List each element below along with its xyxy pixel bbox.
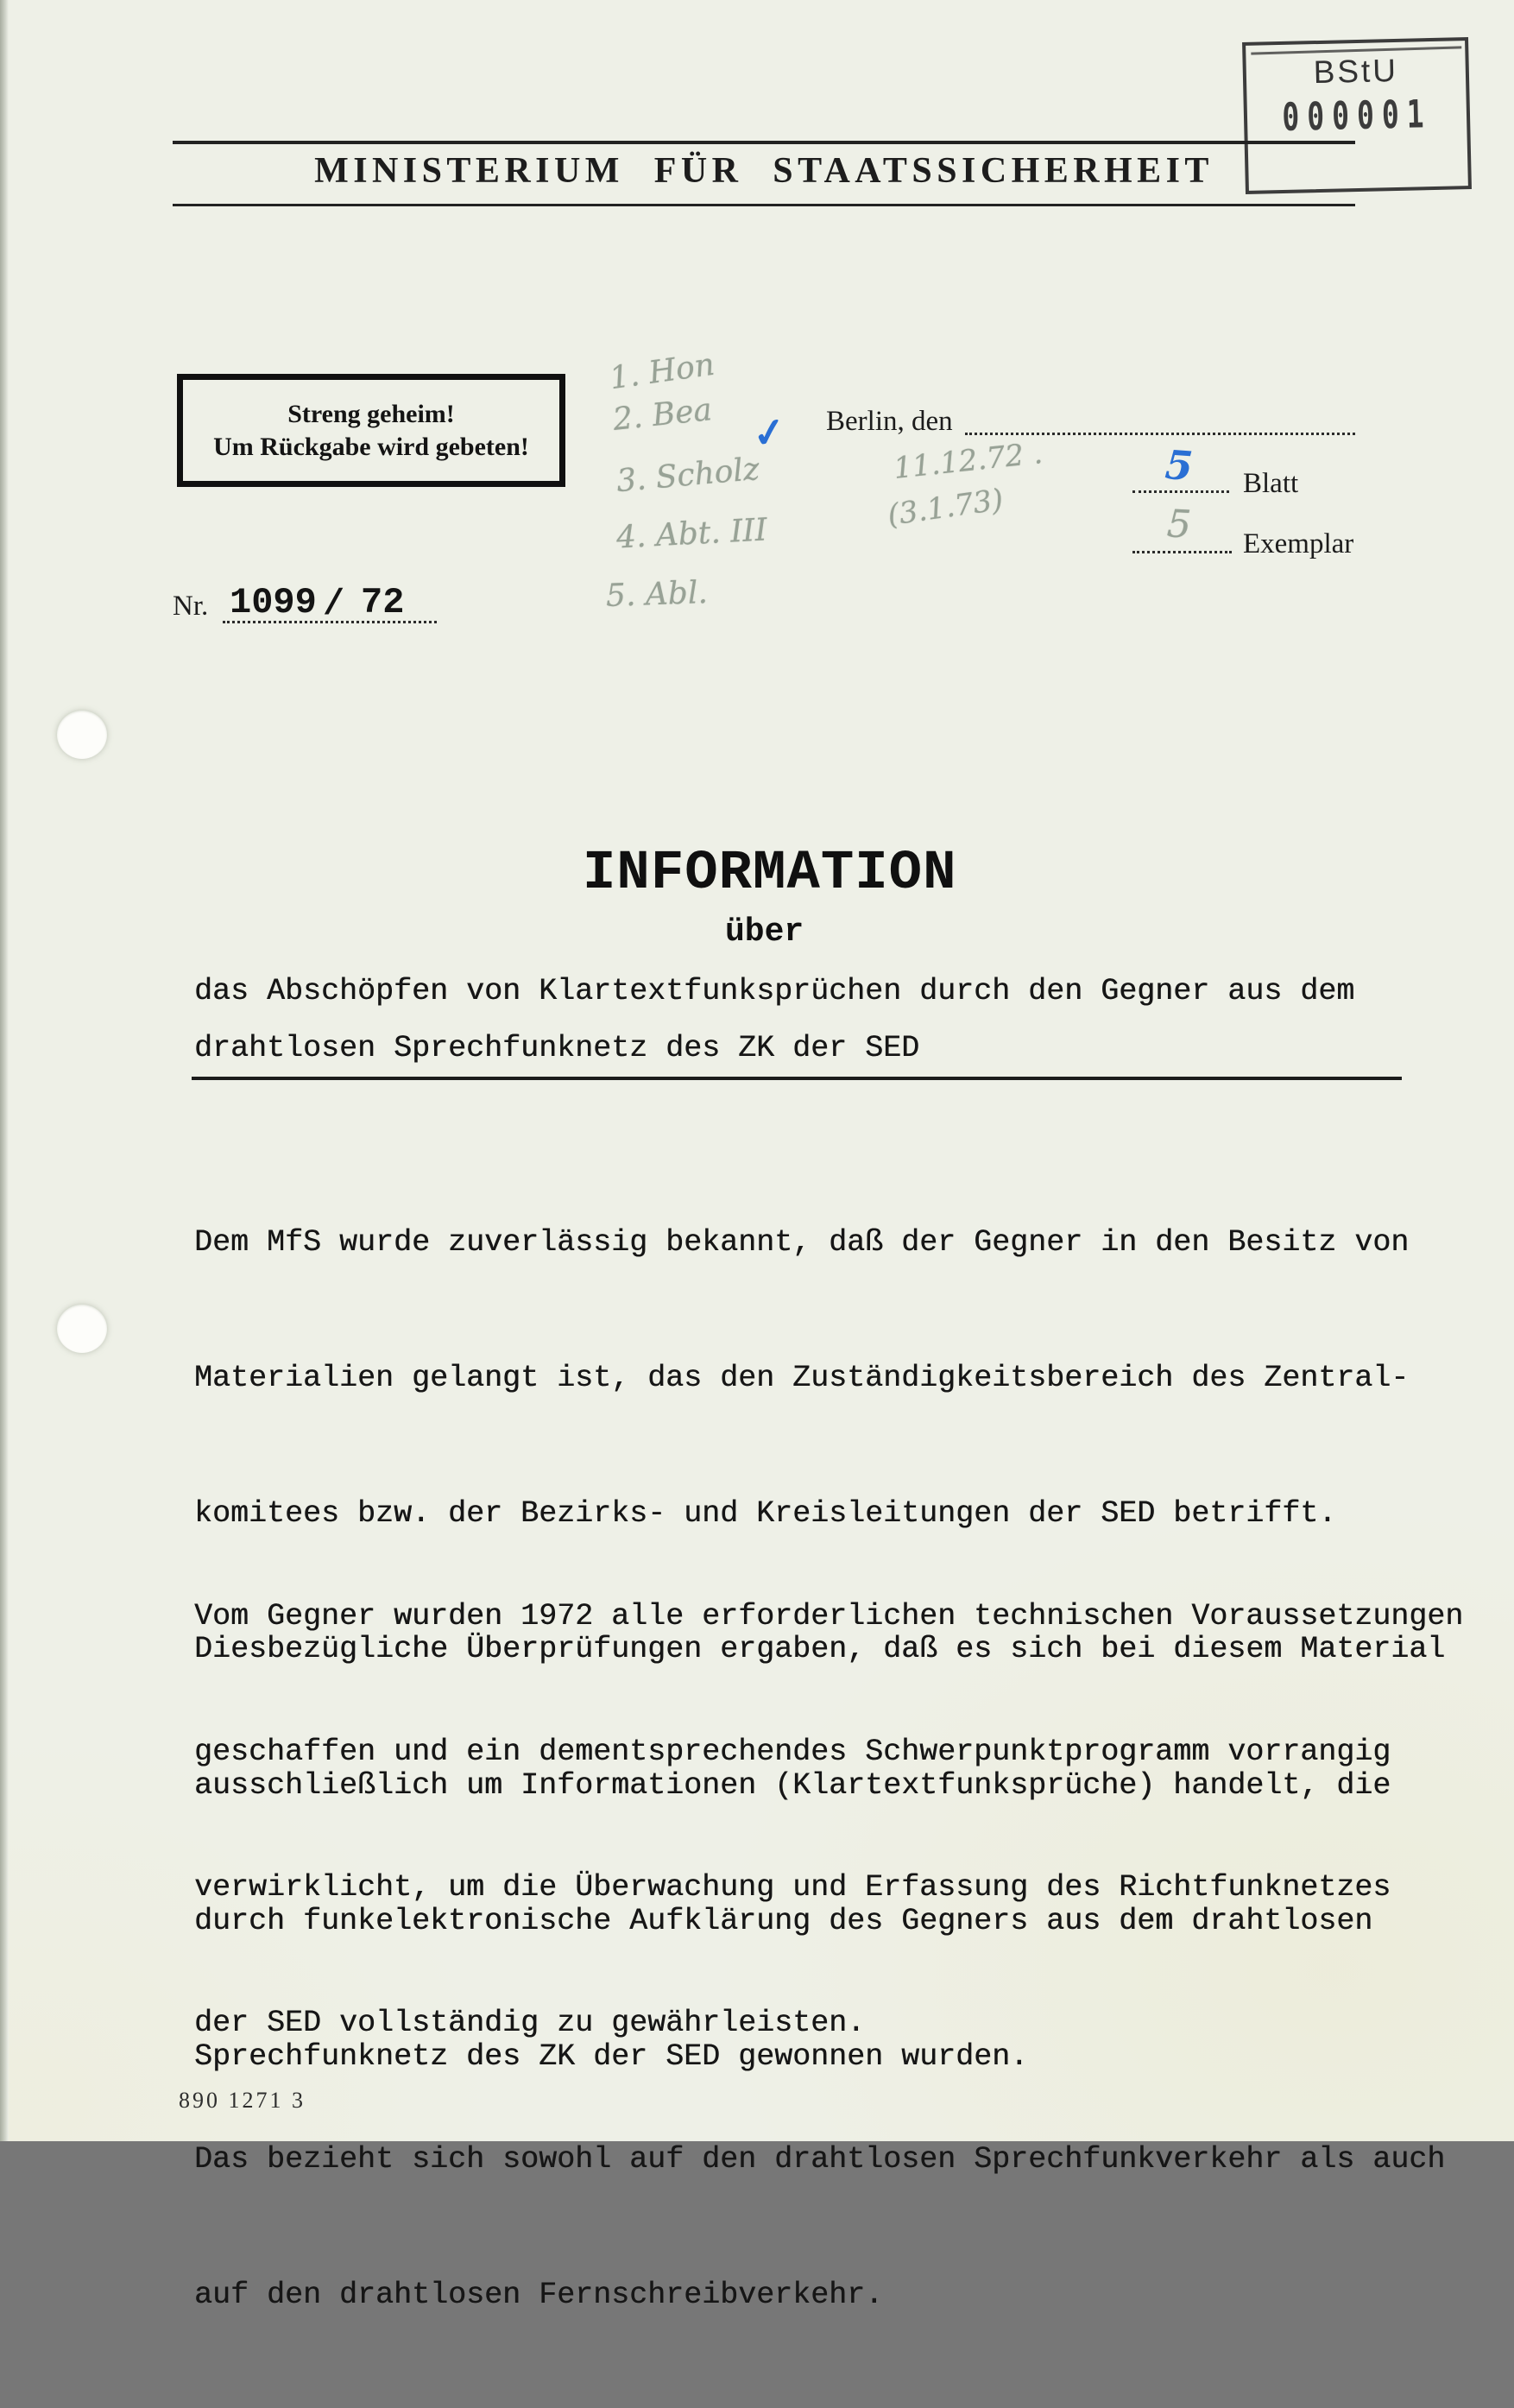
body-line: auf den drahtlosen Fernschreibverkehr. (194, 2277, 884, 2312)
print-code: 890 1271 3 (179, 2088, 306, 2113)
nr-value: 1099 (230, 582, 317, 623)
ministry-title: MINISTERIUM FÜR STAATSSICHERHEIT (314, 151, 1214, 191)
handwritten-date-2: (3.1.73) (885, 482, 1006, 534)
body-line: ausschließlich um Informationen (Klartextfunksprüche) handelt, die (194, 1767, 1391, 1803)
classification-box (177, 374, 565, 487)
blatt-dotted-line (1132, 490, 1229, 493)
nr-separator: / (323, 584, 345, 625)
stamp-agency: BStU (1313, 52, 1399, 91)
subject-underline (192, 1077, 1402, 1080)
place-date-label: Berlin, den (826, 406, 953, 437)
handwritten-list-item-5: 5. Abl. (605, 574, 709, 615)
body-line: verwirklicht, um die Überwachung und Erfassung des Richtfunknetzes (194, 1870, 1391, 1906)
body-line: geschaffen und ein dementsprechendes Schwerpunktprogramm vorrangig (194, 1735, 1391, 1770)
handwritten-list-item-1: 1. Hon (607, 346, 717, 397)
blue-checkmark-icon: ✓ (749, 408, 789, 458)
handwritten-list-item-3: 3. Scholz (615, 451, 761, 500)
body-line: komitees bzw. der Bezirks- und Kreisleitungen der SED betrifft. (194, 1496, 1337, 1532)
punch-hole-bottom (57, 1305, 107, 1353)
nr-label: Nr. (173, 591, 209, 622)
subject-line-1: das Abschöpfen von Klartextfunksprüchen durch den Gegner aus dem (194, 974, 1355, 1008)
subject-line-2: drahtlosen Sprechfunknetz des ZK der SED (194, 1031, 920, 1065)
document-subtitle: über (725, 913, 804, 951)
date-dotted-line (965, 433, 1355, 435)
handwritten-exemplar-count: 5 (1165, 502, 1193, 547)
handwritten-blatt-count: 5 (1164, 440, 1195, 490)
punch-hole-top (57, 711, 107, 759)
classification-line-1: Streng geheim! (287, 399, 455, 428)
handwritten-date-1: 11.12.72 . (892, 436, 1044, 486)
exemplar-label: Exemplar (1243, 528, 1354, 559)
handwritten-list-item-4: 4. Abt. III (615, 512, 768, 556)
body-line: Materialien gelangt ist, das den Zuständigkeitsbereich des Zentral- (194, 1361, 1410, 1396)
body-paragraph-2 (194, 1503, 1463, 2408)
document-title: INFORMATION (583, 843, 957, 905)
body-line: Dem MfS wurde zuverlässig bekannt, daß der Gegner in den Besitz von (194, 1224, 1410, 1260)
blatt-label: Blatt (1243, 468, 1299, 499)
body-line: Sprechfunknetz des ZK der SED gewonnen wurden. (194, 2039, 1029, 2075)
body-line: durch funkelektronische Aufklärung des Gegners aus dem drahtlosen (194, 1903, 1373, 1938)
header-rule-top (173, 141, 1355, 144)
stamp-page-number: 000001 (1281, 91, 1433, 140)
scan-edge (0, 0, 9, 2141)
body-line: Diesbezügliche Überprüfungen ergaben, daß es sich bei diesem Material (194, 1632, 1446, 1667)
exemplar-dotted-line (1132, 551, 1232, 553)
header-rule-bottom (173, 204, 1355, 206)
handwritten-list-item-2: 2. Bea (611, 392, 714, 438)
body-line: Das bezieht sich sowohl auf den drahtlosen Sprechfunkverkehr als auch (194, 2141, 1446, 2177)
nr-year: 72 (361, 582, 405, 623)
body-line: der SED vollständig zu gewährleisten. (194, 2006, 866, 2041)
body-line: Vom Gegner wurden 1972 alle erforderlichen technischen Voraussetzungen (194, 1598, 1464, 1634)
classification-line-2: Um Rückgabe wird gebeten! (213, 432, 529, 461)
